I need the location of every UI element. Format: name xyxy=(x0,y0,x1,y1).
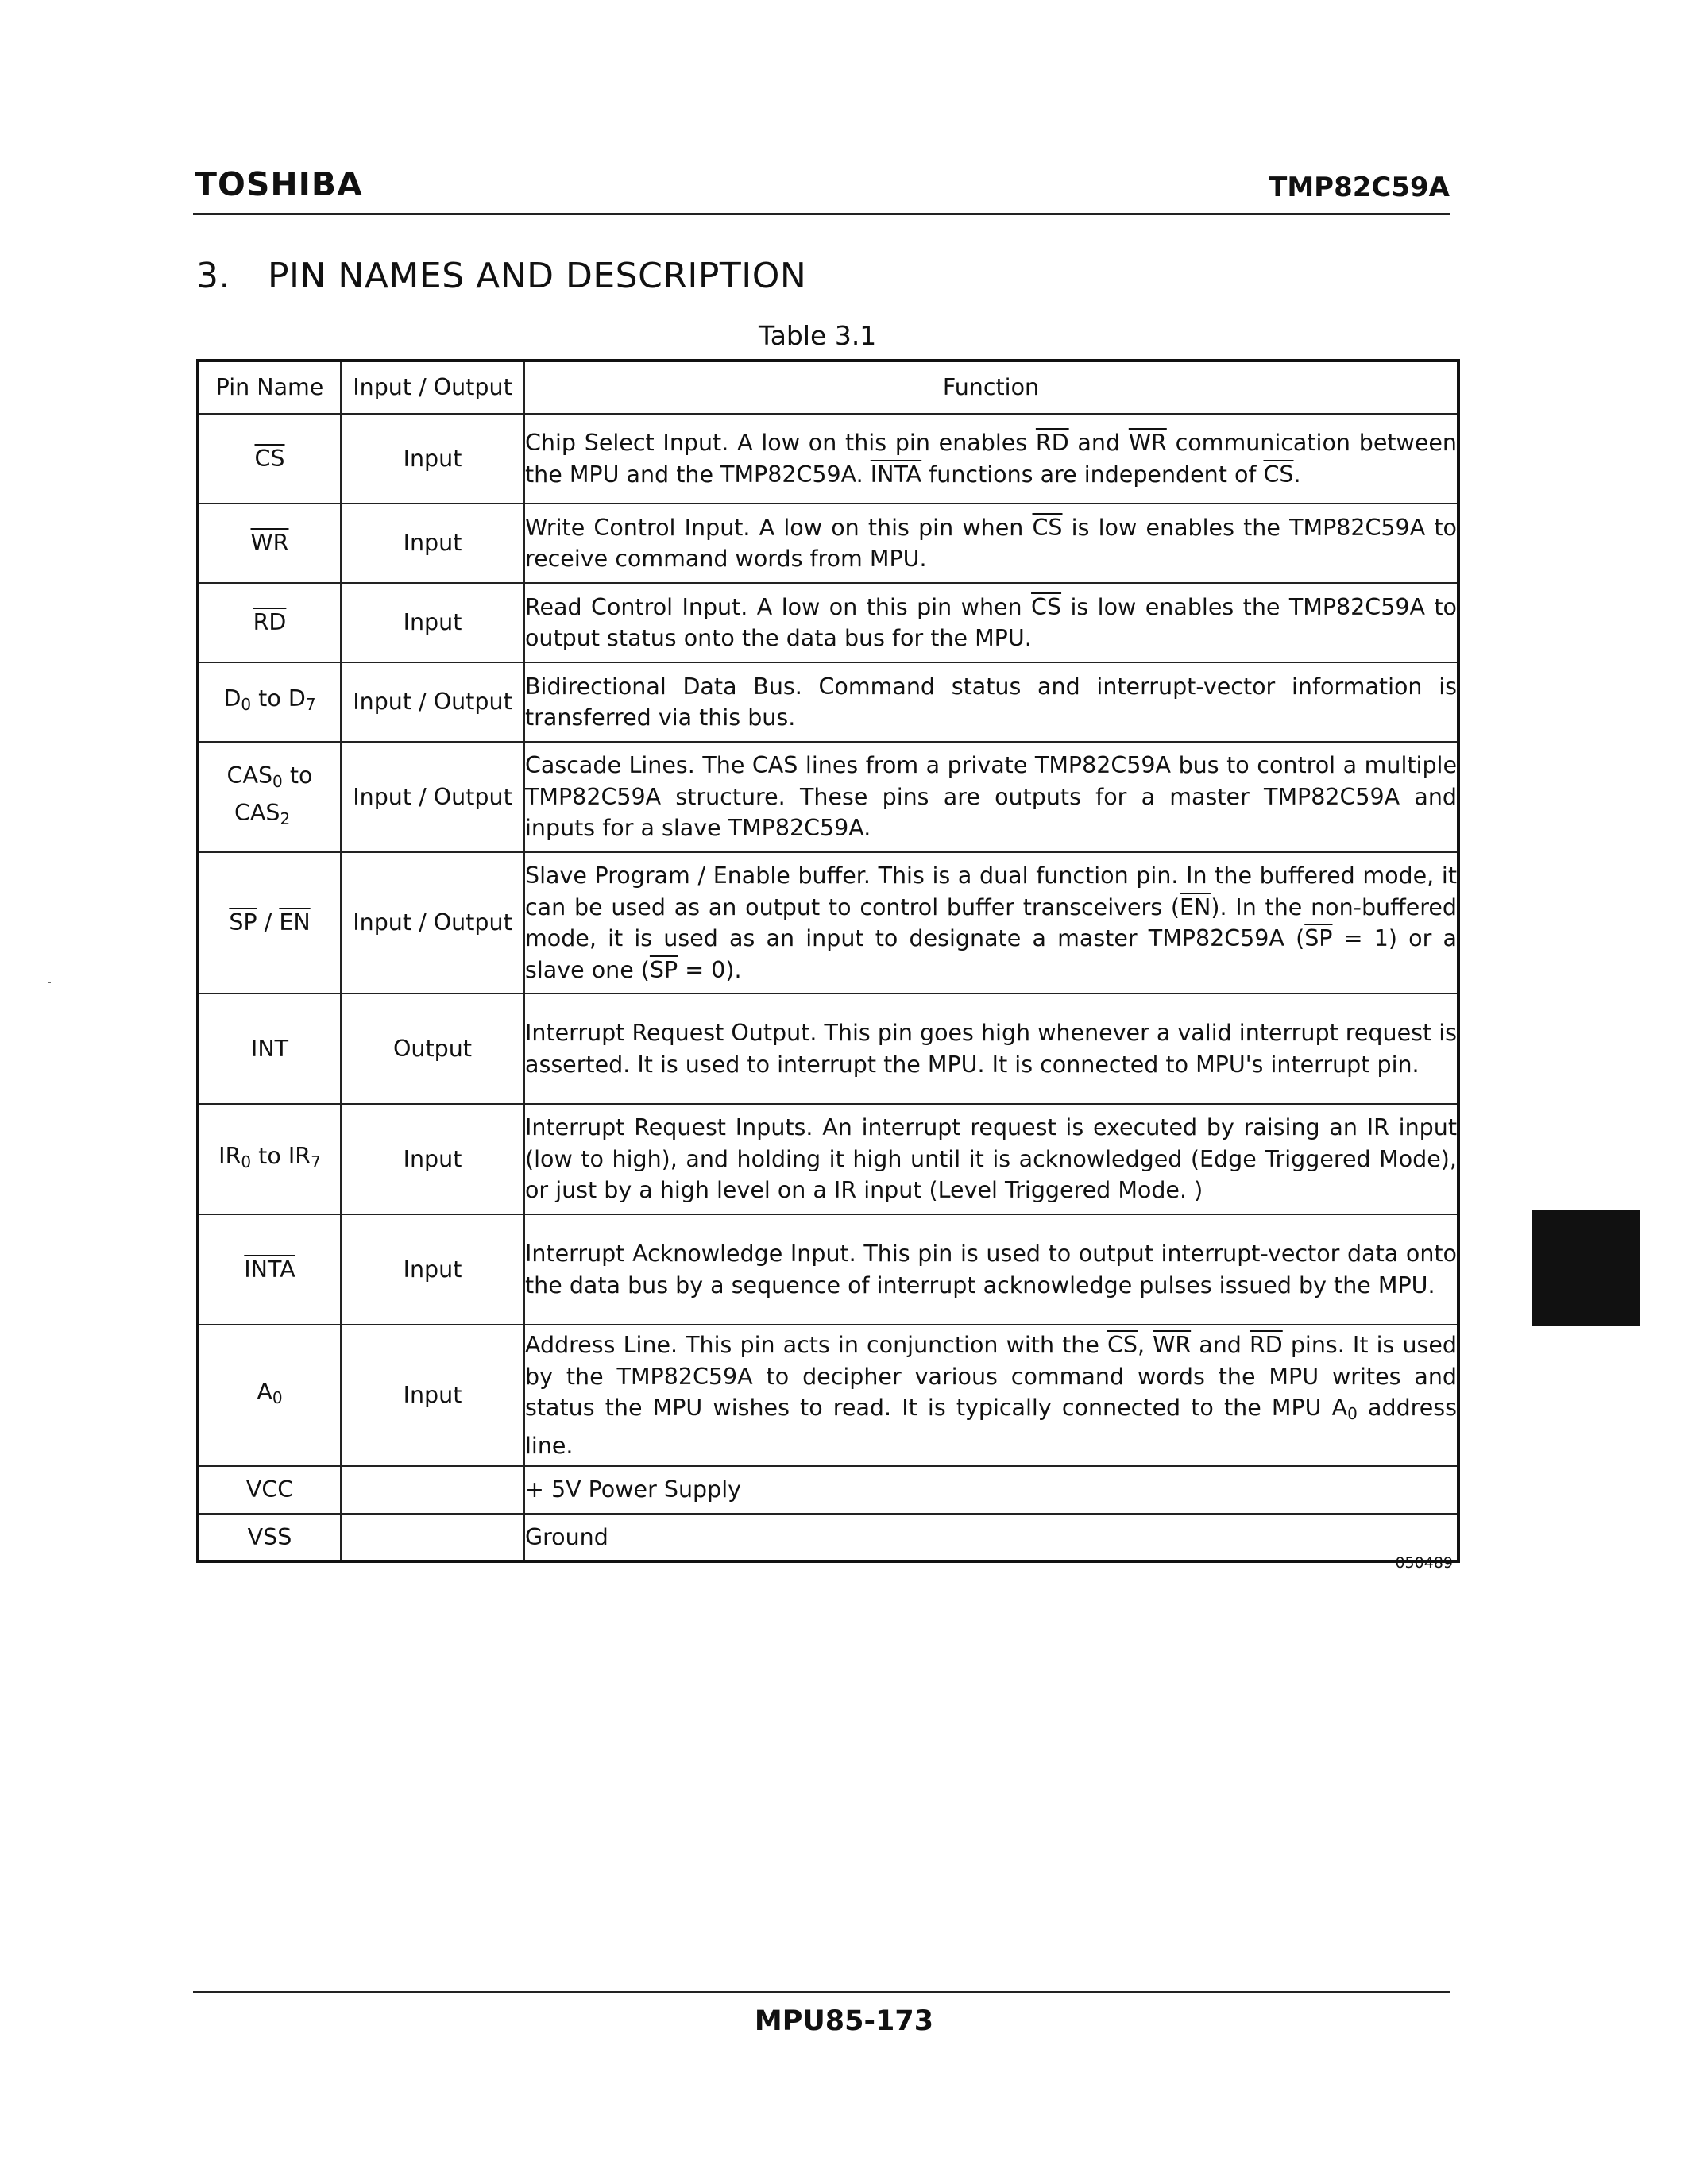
fn-text: is low enables the TMP82C59A to output status onto the data bus for the MPU. xyxy=(525,593,1457,651)
pin-name-text: $\overline{SP}$ xyxy=(229,909,257,936)
pin-io: Input xyxy=(341,414,524,504)
pin-name-block xyxy=(199,762,340,835)
brand-logo: TOSHIBA xyxy=(195,165,363,203)
pin-function: Ground xyxy=(524,1514,1458,1561)
fn-signal: $\overline{EN}$ xyxy=(1180,893,1211,920)
pin-name-text: to D xyxy=(251,685,306,712)
document-code: 050489 xyxy=(1395,1554,1453,1572)
fn-text: address line. xyxy=(525,1395,1457,1459)
pin-function xyxy=(524,1325,1458,1466)
fn-subscript: 0 xyxy=(1347,1404,1358,1423)
fn-signal: $\overline{CS}$ xyxy=(1107,1332,1138,1358)
fn-text: , xyxy=(1138,1332,1153,1358)
pin-name-subscript: 0 xyxy=(241,695,252,715)
pin-function: Interrupt Acknowledge Input. This pin is used to output interrupt-vector data onto the data bus by a sequence of interrupt acknowledge pulses issued by the MPU. xyxy=(524,1214,1458,1325)
fn-text: pins. It is used by the TMP82C59A to decipher various command words the MPU writes and status the MPU wishes to read. It is typically connected to the MPU A xyxy=(525,1332,1457,1421)
fn-signal: $\overline{CS}$ xyxy=(1263,461,1294,488)
fn-text: and xyxy=(1191,1332,1250,1358)
table-row xyxy=(198,662,1458,742)
pin-name-text: INTA xyxy=(244,1256,295,1283)
fn-signal: $\overline{CS}$ xyxy=(1032,514,1063,541)
section-tab-marker xyxy=(1532,1210,1640,1326)
fn-text: Chip Select Input. A low on this pin enables xyxy=(525,430,1036,456)
pin-name-subscript: 0 xyxy=(272,1388,283,1408)
pin-function: Bidirectional Data Bus. Command status and interrupt-vector information is transferred via this bus. xyxy=(524,662,1458,742)
pin-name-subscript: 7 xyxy=(311,1152,321,1171)
section-number: 3. xyxy=(196,256,230,296)
pin-function: Interrupt Request Output. This pin goes high whenever a valid interrupt request is asserted. It is used to interrupt the MPU. It is connected to MPU's interrupt pin. xyxy=(524,994,1458,1104)
pin-name xyxy=(198,852,341,994)
table-row xyxy=(198,852,1458,994)
pin-name: VSS xyxy=(198,1514,341,1561)
pin-name-text: $\overline{CS}$ xyxy=(254,445,285,472)
table-row xyxy=(198,504,1458,583)
pin-name xyxy=(198,414,341,504)
fn-signal: $\overline{CS}$ xyxy=(1031,593,1062,620)
pin-name xyxy=(198,1214,341,1325)
pin-name: INT xyxy=(198,994,341,1104)
pin-function xyxy=(524,504,1458,583)
pin-function: + 5V Power Supply xyxy=(524,1466,1458,1514)
fn-text: ). In the non-buffered mode, it is used as an input to designate a master TMP82C59A ( xyxy=(525,893,1457,951)
pin-name xyxy=(198,1104,341,1214)
fn-signal: $\overline{RD}$ xyxy=(1035,430,1069,456)
pin-name: VCC xyxy=(198,1466,341,1514)
table-row xyxy=(198,414,1458,504)
pin-name xyxy=(198,742,341,852)
pin-name-text: $\overline{RD}$ xyxy=(253,609,287,636)
fn-signal: INTA xyxy=(870,461,922,488)
fn-text: functions are independent of xyxy=(921,461,1264,488)
fn-text: = 0). xyxy=(678,956,742,983)
fn-text: Slave Program / Enable buffer. This is a dual function pin. In the buffered mode, it can be used as an output to control buffer transceivers ( xyxy=(525,862,1457,920)
table-row xyxy=(198,1466,1458,1514)
fn-text: communication between the MPU and the TMP82C59A. xyxy=(525,430,1457,488)
fn-text: and xyxy=(1068,430,1129,456)
fn-signal: $\overline{SP}$ xyxy=(649,956,678,983)
pin-name-text: $\overline{EN}$ xyxy=(279,909,311,936)
section-title xyxy=(196,256,806,296)
pin-name-text: CAS xyxy=(234,799,280,826)
fn-text: . xyxy=(1293,461,1301,488)
pin-name xyxy=(198,583,341,662)
column-header-function: Function xyxy=(524,361,1458,414)
column-header-io: Input / Output xyxy=(341,361,524,414)
fn-text: Write Control Input. A low on this pin when xyxy=(525,514,1033,541)
pin-table xyxy=(196,359,1460,1563)
pin-name-subscript: 2 xyxy=(280,808,291,828)
pin-name-text: to IR xyxy=(251,1142,311,1169)
pin-io: Input / Output xyxy=(341,852,524,994)
footer-rule xyxy=(193,1991,1450,1993)
pin-io: Input / Output xyxy=(341,662,524,742)
fn-text: = 1) or a slave one ( xyxy=(525,925,1457,983)
fn-signal: $\overline{SP}$ xyxy=(1304,925,1333,951)
pin-io xyxy=(341,1514,524,1561)
fn-signal: $\overline{RD}$ xyxy=(1249,1332,1283,1358)
pin-io: Output xyxy=(341,994,524,1104)
page-number: MPU85-173 xyxy=(754,2005,934,2037)
pin-name-text: / xyxy=(257,909,280,936)
part-number: TMP82C59A xyxy=(1269,172,1450,203)
pin-io: Input xyxy=(341,1325,524,1466)
pin-name xyxy=(198,1325,341,1466)
pin-name-text: to xyxy=(282,762,313,789)
pin-function: Interrupt Request Inputs. An interrupt request is executed by raising an IR input (low to high), and holding it high until it is acknowledged (Edge Triggered Mode), or just by a high level on a IR input (Level Triggered Mode. ) xyxy=(524,1104,1458,1214)
pin-name-subscript: 0 xyxy=(272,771,283,791)
page-header xyxy=(193,165,1450,215)
fn-text: Read Control Input. A low on this pin when xyxy=(525,593,1032,620)
column-header-pin-name: Pin Name xyxy=(198,361,341,414)
fn-signal: $\overline{WR}$ xyxy=(1153,1332,1192,1358)
scan-speck xyxy=(48,982,51,983)
pin-name-text: $\overline{WR}$ xyxy=(250,530,289,557)
table-row xyxy=(198,1104,1458,1214)
pin-io: Input xyxy=(341,583,524,662)
section-title-text: PIN NAMES AND DESCRIPTION xyxy=(268,256,807,296)
pin-name-text: CAS xyxy=(226,762,273,789)
pin-name xyxy=(198,662,341,742)
table-row xyxy=(198,1514,1458,1561)
pin-io: Input xyxy=(341,504,524,583)
pin-io: Input / Output xyxy=(341,742,524,852)
pin-name xyxy=(198,504,341,583)
fn-signal: $\overline{WR}$ xyxy=(1128,430,1167,456)
pin-name-line2 xyxy=(199,797,340,835)
table-row xyxy=(198,1214,1458,1325)
pin-function xyxy=(524,852,1458,994)
pin-io xyxy=(341,1466,524,1514)
table-row xyxy=(198,583,1458,662)
pin-name-subscript: 7 xyxy=(305,695,316,715)
table-caption: Table 3.1 xyxy=(759,320,877,351)
pin-name-text: A xyxy=(257,1379,272,1406)
table-row xyxy=(198,1325,1458,1466)
fn-text: is low enables the TMP82C59A to receive command words from MPU. xyxy=(525,514,1457,572)
table-header-row xyxy=(198,361,1458,414)
table-row xyxy=(198,994,1458,1104)
pin-io: Input xyxy=(341,1214,524,1325)
pin-name-subscript: 0 xyxy=(241,1152,252,1171)
pin-function xyxy=(524,414,1458,504)
pin-name-text: IR xyxy=(218,1142,241,1169)
table-row xyxy=(198,742,1458,852)
pin-function xyxy=(524,583,1458,662)
fn-text: Address Line. This pin acts in conjunction with the xyxy=(525,1332,1107,1358)
pin-name-text: D xyxy=(223,685,241,712)
pin-function: Cascade Lines. The CAS lines from a private TMP82C59A bus to control a multiple TMP82C59A structure. These pins are outputs for a master TMP82C59A and inputs for a slave TMP82C59A. xyxy=(524,742,1458,852)
pin-io: Input xyxy=(341,1104,524,1214)
